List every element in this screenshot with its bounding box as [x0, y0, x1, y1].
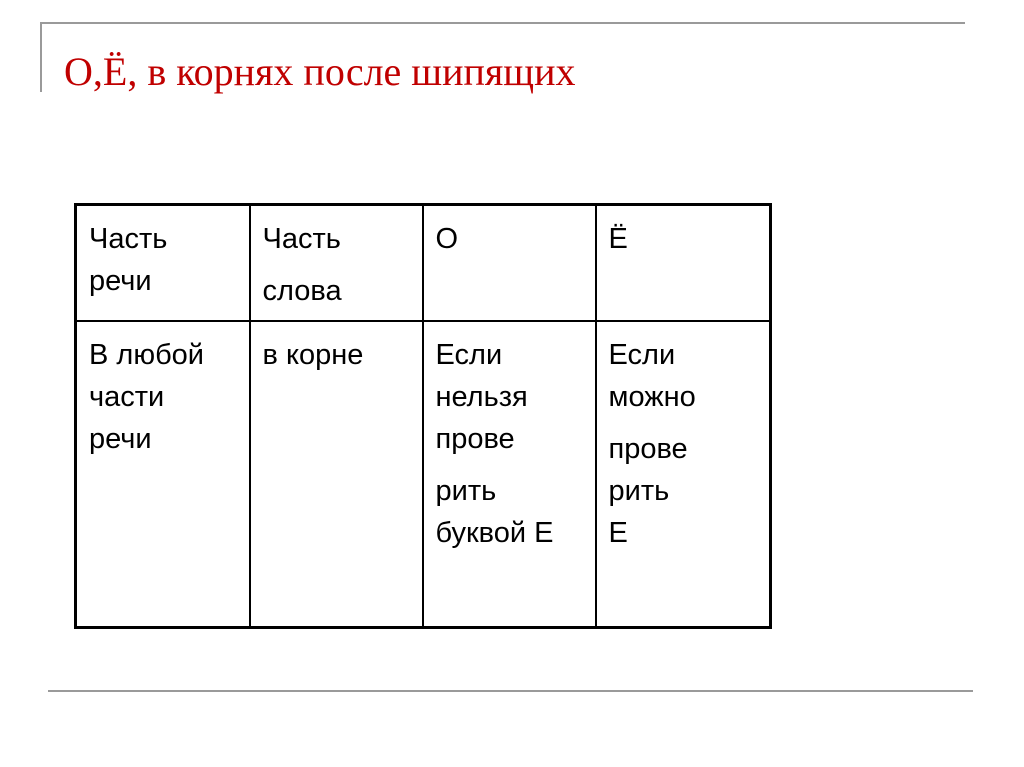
cell-yo-rule: [596, 321, 771, 628]
header-cell-o: [423, 205, 596, 322]
cell-text-line: Часть: [262, 223, 341, 255]
cell-o-rule: [423, 321, 596, 628]
spelling-rule-table: [74, 203, 772, 629]
header-cell-yo: [596, 205, 771, 322]
cell-text-line: в корне: [262, 339, 364, 371]
slide-title: О,Ё, в корнях после шипящих: [64, 49, 576, 94]
cell-text-line: Ё: [608, 223, 628, 255]
cell-part-of-speech: [76, 321, 250, 628]
table-row: [76, 321, 771, 628]
cell-text-line: Е: [608, 517, 628, 549]
cell-text-line: Часть: [89, 223, 168, 255]
cell-text-line: О: [435, 223, 459, 255]
frame-bottom-line: [48, 690, 973, 692]
cell-text-line: рить: [435, 475, 497, 507]
cell-text-line: можно: [608, 381, 696, 413]
frame-top-line: [40, 22, 965, 24]
table-header-row: [76, 205, 771, 322]
cell-text-line: нельзя: [435, 381, 528, 413]
cell-text-line: рить: [608, 475, 670, 507]
cell-text-line: буквой Е: [435, 517, 554, 549]
cell-text-line: речи: [89, 423, 152, 455]
header-cell-part-of-word: [250, 205, 423, 322]
cell-text-line: В любой: [89, 339, 205, 371]
cell-text-line: части: [89, 381, 165, 413]
cell-text-line: прове: [435, 423, 515, 455]
frame-left-line: [40, 22, 42, 92]
cell-text-line: речи: [89, 265, 152, 297]
header-cell-part-of-speech: [76, 205, 250, 322]
cell-text-line: прове: [608, 433, 688, 465]
cell-part-of-word: [250, 321, 423, 628]
cell-text-line: Если: [435, 339, 503, 371]
cell-text-line: слова: [262, 275, 342, 307]
cell-text-line: Если: [608, 339, 676, 371]
